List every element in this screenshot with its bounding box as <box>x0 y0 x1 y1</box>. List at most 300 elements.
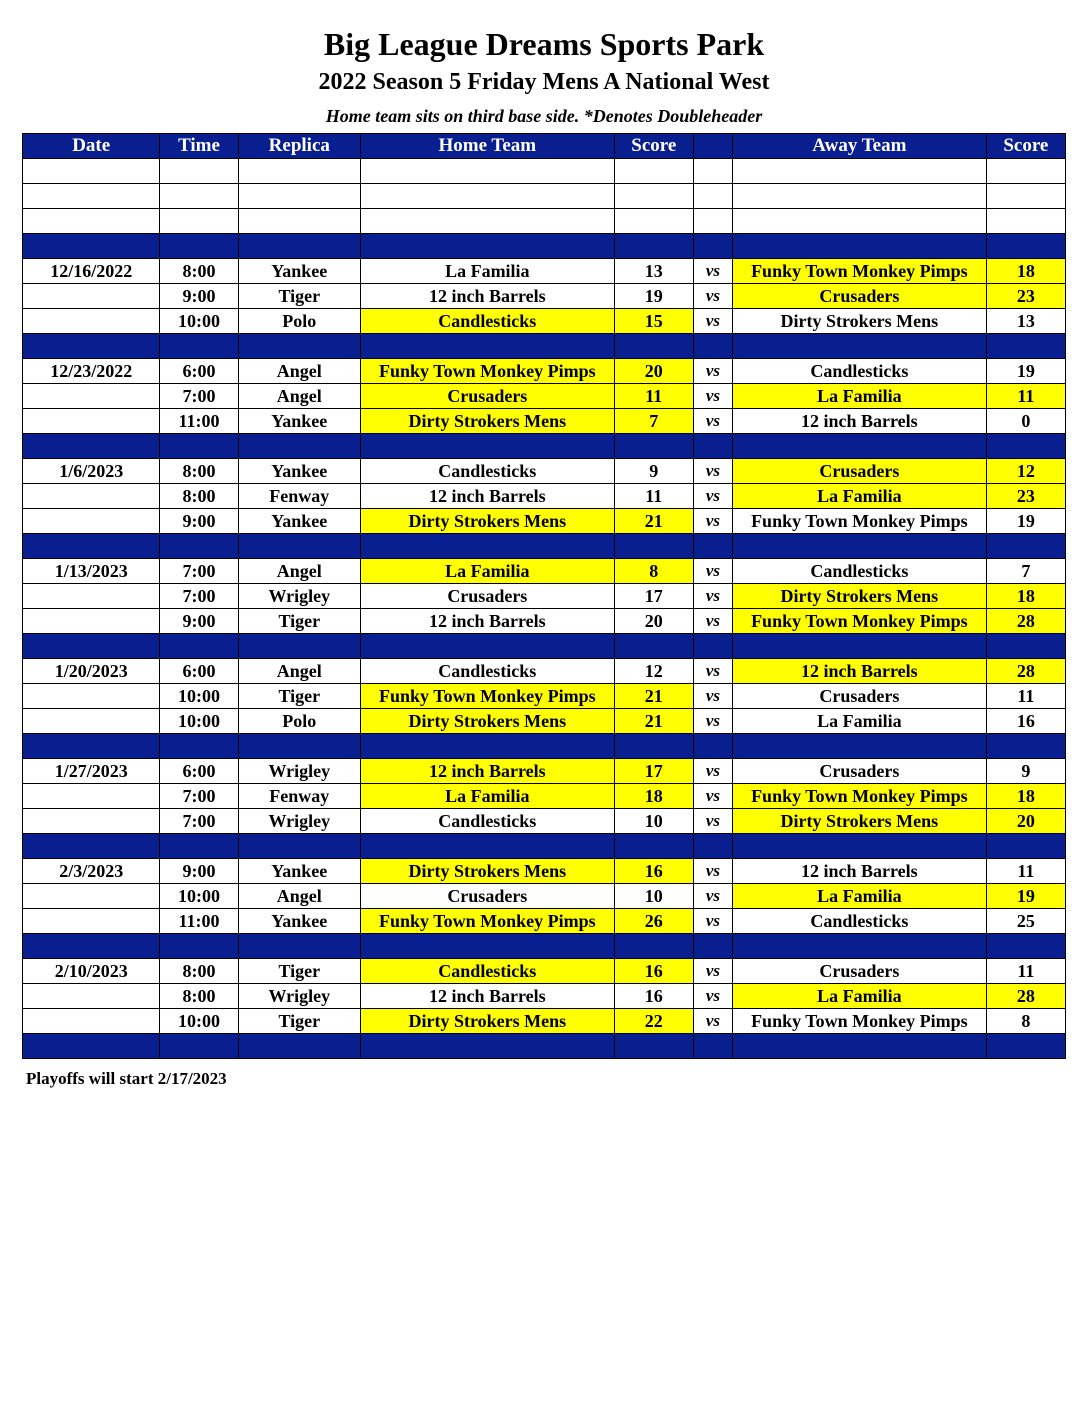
home-team-cell: 12 inch Barrels <box>360 284 614 309</box>
away-score-cell: 13 <box>986 309 1065 334</box>
replica-cell: Yankee <box>238 459 360 484</box>
date-cell <box>23 1034 160 1059</box>
away-team-cell <box>733 734 987 759</box>
vs-cell: vs <box>693 809 732 834</box>
home-score-cell: 16 <box>614 859 693 884</box>
replica-cell <box>238 534 360 559</box>
time-cell: 8:00 <box>160 984 238 1009</box>
date-cell <box>23 834 160 859</box>
vs-cell: vs <box>693 909 732 934</box>
home-team-cell: Crusaders <box>360 884 614 909</box>
home-score-cell <box>614 209 693 234</box>
column-header-replica: Replica <box>238 134 360 159</box>
game-row <box>23 659 1066 684</box>
replica-cell: Angel <box>238 559 360 584</box>
vs-cell: vs <box>693 784 732 809</box>
home-score-cell <box>614 334 693 359</box>
vs-cell: vs <box>693 484 732 509</box>
away-score-cell <box>986 234 1065 259</box>
home-team-cell: Candlesticks <box>360 659 614 684</box>
replica-cell: Fenway <box>238 484 360 509</box>
separator-row <box>23 234 1066 259</box>
game-row <box>23 959 1066 984</box>
replica-cell: Polo <box>238 309 360 334</box>
vs-cell: vs <box>693 759 732 784</box>
home-score-cell: 21 <box>614 509 693 534</box>
date-cell <box>23 509 160 534</box>
time-cell: 7:00 <box>160 559 238 584</box>
vs-cell: vs <box>693 1009 732 1034</box>
away-team-cell: Funky Town Monkey Pimps <box>733 609 987 634</box>
home-team-cell: Dirty Strokers Mens <box>360 509 614 534</box>
away-team-cell: Candlesticks <box>733 359 987 384</box>
vs-cell: vs <box>693 384 732 409</box>
game-row <box>23 259 1066 284</box>
time-cell: 10:00 <box>160 709 238 734</box>
blank-row <box>23 159 1066 184</box>
time-cell: 7:00 <box>160 384 238 409</box>
vs-cell: vs <box>693 659 732 684</box>
away-team-cell: Funky Town Monkey Pimps <box>733 1009 987 1034</box>
time-cell <box>160 234 238 259</box>
away-score-cell: 9 <box>986 759 1065 784</box>
game-row <box>23 909 1066 934</box>
date-cell <box>23 734 160 759</box>
away-team-cell <box>733 159 987 184</box>
vs-cell: vs <box>693 409 732 434</box>
time-cell <box>160 209 238 234</box>
home-score-cell: 9 <box>614 459 693 484</box>
away-team-cell <box>733 934 987 959</box>
game-row <box>23 484 1066 509</box>
time-cell: 6:00 <box>160 359 238 384</box>
home-team-cell: La Familia <box>360 259 614 284</box>
vs-cell <box>693 209 732 234</box>
away-team-cell: Candlesticks <box>733 559 987 584</box>
replica-cell: Angel <box>238 884 360 909</box>
home-team-cell: Dirty Strokers Mens <box>360 1009 614 1034</box>
away-score-cell: 28 <box>986 984 1065 1009</box>
home-team-cell: 12 inch Barrels <box>360 759 614 784</box>
time-cell: 8:00 <box>160 259 238 284</box>
date-cell <box>23 709 160 734</box>
replica-cell <box>238 734 360 759</box>
vs-cell <box>693 934 732 959</box>
vs-cell: vs <box>693 959 732 984</box>
replica-cell <box>238 334 360 359</box>
replica-cell <box>238 209 360 234</box>
separator-row <box>23 334 1066 359</box>
time-cell: 8:00 <box>160 459 238 484</box>
vs-cell: vs <box>693 984 732 1009</box>
date-cell <box>23 684 160 709</box>
home-score-cell: 16 <box>614 959 693 984</box>
away-team-cell: Dirty Strokers Mens <box>733 309 987 334</box>
date-cell <box>23 159 160 184</box>
home-score-cell: 12 <box>614 659 693 684</box>
game-row <box>23 284 1066 309</box>
vs-cell: vs <box>693 259 732 284</box>
home-score-cell: 13 <box>614 259 693 284</box>
home-score-cell: 17 <box>614 584 693 609</box>
time-cell: 9:00 <box>160 859 238 884</box>
separator-row <box>23 1034 1066 1059</box>
away-team-cell <box>733 334 987 359</box>
replica-cell: Yankee <box>238 509 360 534</box>
home-team-cell: La Familia <box>360 784 614 809</box>
date-cell <box>23 434 160 459</box>
playoffs-note: Playoffs will start 2/17/2023 <box>26 1069 227 1088</box>
home-score-cell <box>614 1034 693 1059</box>
away-score-cell: 11 <box>986 959 1065 984</box>
replica-cell <box>238 434 360 459</box>
time-cell: 7:00 <box>160 784 238 809</box>
date-cell <box>23 584 160 609</box>
away-score-cell <box>986 934 1065 959</box>
away-team-cell: Crusaders <box>733 959 987 984</box>
away-team-cell: 12 inch Barrels <box>733 659 987 684</box>
date-cell <box>23 784 160 809</box>
game-row <box>23 584 1066 609</box>
home-score-cell: 15 <box>614 309 693 334</box>
vs-cell: vs <box>693 709 732 734</box>
time-cell <box>160 434 238 459</box>
away-team-cell: La Familia <box>733 484 987 509</box>
game-row <box>23 759 1066 784</box>
away-team-cell: 12 inch Barrels <box>733 859 987 884</box>
away-score-cell: 25 <box>986 909 1065 934</box>
vs-cell <box>693 734 732 759</box>
date-cell <box>23 184 160 209</box>
away-team-cell: Funky Town Monkey Pimps <box>733 784 987 809</box>
vs-cell: vs <box>693 459 732 484</box>
home-score-cell <box>614 834 693 859</box>
vs-cell: vs <box>693 309 732 334</box>
column-header-away-score: Score <box>986 134 1065 159</box>
away-score-cell: 8 <box>986 1009 1065 1034</box>
date-cell <box>23 884 160 909</box>
away-score-cell: 7 <box>986 559 1065 584</box>
away-team-cell: 12 inch Barrels <box>733 409 987 434</box>
home-score-cell: 20 <box>614 609 693 634</box>
away-score-cell <box>986 159 1065 184</box>
separator-row <box>23 734 1066 759</box>
replica-cell: Yankee <box>238 259 360 284</box>
date-cell <box>23 534 160 559</box>
home-team-cell: Candlesticks <box>360 309 614 334</box>
date-cell <box>23 284 160 309</box>
away-score-cell <box>986 534 1065 559</box>
replica-cell <box>238 234 360 259</box>
home-score-cell: 26 <box>614 909 693 934</box>
home-team-cell: Dirty Strokers Mens <box>360 409 614 434</box>
replica-cell: Tiger <box>238 284 360 309</box>
away-team-cell: La Familia <box>733 884 987 909</box>
date-cell: 2/10/2023 <box>23 959 160 984</box>
replica-cell <box>238 634 360 659</box>
replica-cell: Yankee <box>238 909 360 934</box>
time-cell <box>160 159 238 184</box>
vs-cell: vs <box>693 884 732 909</box>
column-header-time: Time <box>160 134 238 159</box>
time-cell <box>160 734 238 759</box>
column-header-vs <box>693 134 732 159</box>
away-score-cell: 18 <box>986 259 1065 284</box>
time-cell: 9:00 <box>160 284 238 309</box>
date-cell: 1/20/2023 <box>23 659 160 684</box>
away-score-cell <box>986 1034 1065 1059</box>
away-score-cell: 12 <box>986 459 1065 484</box>
vs-cell <box>693 234 732 259</box>
home-score-cell: 19 <box>614 284 693 309</box>
home-team-cell <box>360 209 614 234</box>
replica-cell <box>238 1034 360 1059</box>
home-team-cell: Funky Town Monkey Pimps <box>360 359 614 384</box>
replica-cell <box>238 184 360 209</box>
home-team-cell: Funky Town Monkey Pimps <box>360 909 614 934</box>
replica-cell <box>238 834 360 859</box>
home-score-cell <box>614 434 693 459</box>
home-score-cell <box>614 934 693 959</box>
vs-cell: vs <box>693 509 732 534</box>
column-header-home-score: Score <box>614 134 693 159</box>
date-cell <box>23 909 160 934</box>
replica-cell: Angel <box>238 659 360 684</box>
home-team-cell: La Familia <box>360 559 614 584</box>
column-header-date: Date <box>23 134 160 159</box>
date-cell <box>23 409 160 434</box>
game-row <box>23 459 1066 484</box>
time-cell <box>160 1034 238 1059</box>
vs-cell <box>693 1034 732 1059</box>
time-cell: 6:00 <box>160 659 238 684</box>
date-cell: 2/3/2023 <box>23 859 160 884</box>
game-row <box>23 309 1066 334</box>
date-cell: 12/16/2022 <box>23 259 160 284</box>
date-cell <box>23 809 160 834</box>
away-score-cell: 28 <box>986 609 1065 634</box>
home-score-cell: 18 <box>614 784 693 809</box>
vs-cell <box>693 534 732 559</box>
time-cell: 7:00 <box>160 584 238 609</box>
home-score-cell <box>614 634 693 659</box>
vs-cell: vs <box>693 284 732 309</box>
home-team-cell <box>360 834 614 859</box>
header-row <box>23 134 1066 159</box>
home-team-cell: Candlesticks <box>360 809 614 834</box>
time-cell: 10:00 <box>160 1009 238 1034</box>
date-cell <box>23 1009 160 1034</box>
vs-cell <box>693 834 732 859</box>
home-score-cell: 10 <box>614 884 693 909</box>
separator-row <box>23 834 1066 859</box>
away-team-cell: Candlesticks <box>733 909 987 934</box>
vs-cell: vs <box>693 684 732 709</box>
vs-cell: vs <box>693 859 732 884</box>
game-row <box>23 559 1066 584</box>
away-team-cell: Dirty Strokers Mens <box>733 584 987 609</box>
game-row <box>23 509 1066 534</box>
home-score-cell <box>614 234 693 259</box>
away-team-cell: La Familia <box>733 384 987 409</box>
away-score-cell <box>986 434 1065 459</box>
away-score-cell <box>986 184 1065 209</box>
away-score-cell: 28 <box>986 659 1065 684</box>
replica-cell: Wrigley <box>238 584 360 609</box>
away-score-cell: 18 <box>986 584 1065 609</box>
home-team-cell: Dirty Strokers Mens <box>360 709 614 734</box>
vs-cell: vs <box>693 359 732 384</box>
replica-cell: Tiger <box>238 959 360 984</box>
date-cell <box>23 234 160 259</box>
blank-row <box>23 184 1066 209</box>
time-cell: 9:00 <box>160 509 238 534</box>
date-cell <box>23 309 160 334</box>
home-team-cell <box>360 434 614 459</box>
page-title: Big League Dreams Sports Park <box>323 26 765 62</box>
replica-cell: Polo <box>238 709 360 734</box>
home-score-cell: 8 <box>614 559 693 584</box>
replica-cell: Fenway <box>238 784 360 809</box>
away-team-cell <box>733 534 987 559</box>
schedule-note: Home team sits on third base side. *Denotes Doubleheader <box>325 106 763 126</box>
away-score-cell: 11 <box>986 384 1065 409</box>
away-team-cell <box>733 634 987 659</box>
away-score-cell: 0 <box>986 409 1065 434</box>
time-cell <box>160 934 238 959</box>
vs-cell <box>693 634 732 659</box>
home-score-cell: 7 <box>614 409 693 434</box>
away-team-cell <box>733 1034 987 1059</box>
date-cell <box>23 609 160 634</box>
date-cell <box>23 984 160 1009</box>
time-cell: 10:00 <box>160 884 238 909</box>
home-team-cell: Dirty Strokers Mens <box>360 859 614 884</box>
home-score-cell: 10 <box>614 809 693 834</box>
time-cell: 8:00 <box>160 959 238 984</box>
vs-cell <box>693 334 732 359</box>
vs-cell: vs <box>693 584 732 609</box>
date-cell <box>23 334 160 359</box>
vs-cell <box>693 184 732 209</box>
away-team-cell: La Familia <box>733 984 987 1009</box>
away-team-cell <box>733 834 987 859</box>
time-cell <box>160 184 238 209</box>
column-header-away-team: Away Team <box>733 134 987 159</box>
game-row <box>23 784 1066 809</box>
schedule-body <box>23 159 1066 1059</box>
date-cell <box>23 384 160 409</box>
home-team-cell: 12 inch Barrels <box>360 484 614 509</box>
separator-row <box>23 534 1066 559</box>
time-cell: 8:00 <box>160 484 238 509</box>
home-team-cell: Funky Town Monkey Pimps <box>360 684 614 709</box>
away-score-cell <box>986 334 1065 359</box>
home-team-cell: Crusaders <box>360 584 614 609</box>
away-score-cell: 11 <box>986 859 1065 884</box>
away-team-cell: Dirty Strokers Mens <box>733 809 987 834</box>
time-cell <box>160 334 238 359</box>
time-cell: 7:00 <box>160 809 238 834</box>
time-cell: 11:00 <box>160 909 238 934</box>
away-team-cell <box>733 184 987 209</box>
home-score-cell <box>614 534 693 559</box>
away-team-cell: Crusaders <box>733 684 987 709</box>
separator-row <box>23 934 1066 959</box>
away-team-cell <box>733 234 987 259</box>
away-team-cell: La Familia <box>733 709 987 734</box>
date-cell <box>23 634 160 659</box>
game-row <box>23 359 1066 384</box>
home-score-cell: 11 <box>614 384 693 409</box>
time-cell: 6:00 <box>160 759 238 784</box>
replica-cell: Angel <box>238 384 360 409</box>
home-team-cell <box>360 159 614 184</box>
away-team-cell <box>733 209 987 234</box>
date-cell: 1/27/2023 <box>23 759 160 784</box>
replica-cell: Yankee <box>238 859 360 884</box>
game-row <box>23 1009 1066 1034</box>
vs-cell: vs <box>693 609 732 634</box>
vs-cell <box>693 434 732 459</box>
home-score-cell <box>614 159 693 184</box>
home-team-cell <box>360 184 614 209</box>
home-score-cell: 21 <box>614 684 693 709</box>
home-score-cell: 20 <box>614 359 693 384</box>
schedule-table <box>22 133 1066 1059</box>
away-score-cell: 23 <box>986 284 1065 309</box>
away-score-cell <box>986 734 1065 759</box>
home-score-cell: 17 <box>614 759 693 784</box>
away-team-cell: Crusaders <box>733 459 987 484</box>
date-cell: 1/6/2023 <box>23 459 160 484</box>
away-score-cell <box>986 634 1065 659</box>
home-score-cell <box>614 184 693 209</box>
home-team-cell: 12 inch Barrels <box>360 609 614 634</box>
away-score-cell <box>986 209 1065 234</box>
home-team-cell: Crusaders <box>360 384 614 409</box>
blank-row <box>23 209 1066 234</box>
home-team-cell <box>360 534 614 559</box>
vs-cell <box>693 159 732 184</box>
away-score-cell: 16 <box>986 709 1065 734</box>
replica-cell: Tiger <box>238 1009 360 1034</box>
game-row <box>23 709 1066 734</box>
date-cell <box>23 209 160 234</box>
away-team-cell: Funky Town Monkey Pimps <box>733 259 987 284</box>
time-cell <box>160 534 238 559</box>
away-score-cell: 19 <box>986 884 1065 909</box>
replica-cell <box>238 934 360 959</box>
separator-row <box>23 434 1066 459</box>
time-cell: 9:00 <box>160 609 238 634</box>
home-team-cell: Candlesticks <box>360 959 614 984</box>
date-cell <box>23 484 160 509</box>
away-score-cell: 19 <box>986 509 1065 534</box>
time-cell <box>160 834 238 859</box>
home-team-cell: 12 inch Barrels <box>360 984 614 1009</box>
away-team-cell: Crusaders <box>733 759 987 784</box>
game-row <box>23 409 1066 434</box>
vs-cell: vs <box>693 559 732 584</box>
replica-cell: Wrigley <box>238 759 360 784</box>
home-team-cell <box>360 234 614 259</box>
away-team-cell <box>733 434 987 459</box>
game-row <box>23 384 1066 409</box>
away-score-cell <box>986 834 1065 859</box>
home-team-cell <box>360 934 614 959</box>
home-score-cell: 22 <box>614 1009 693 1034</box>
